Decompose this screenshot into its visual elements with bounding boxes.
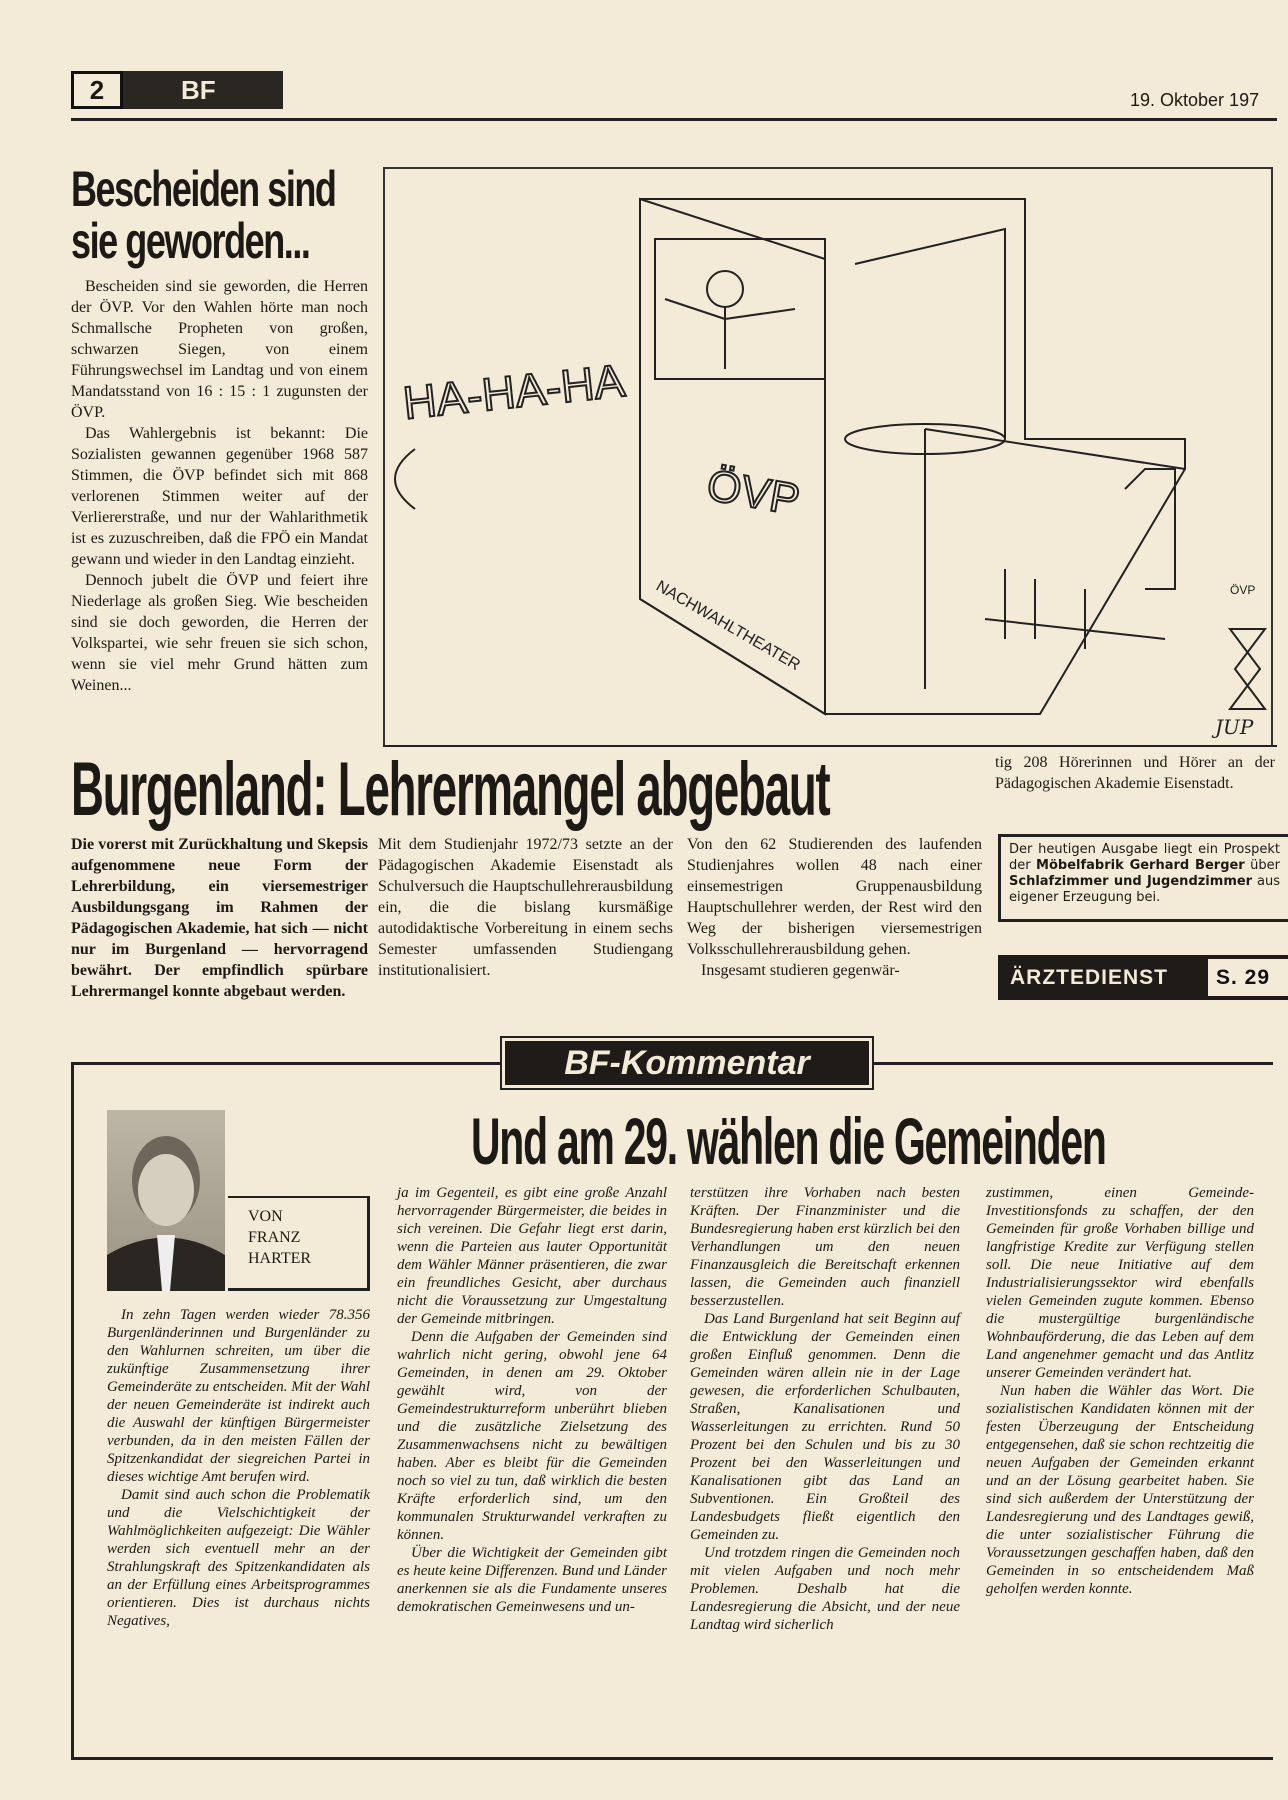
- cartoonist-signature: JUP: [1215, 715, 1254, 739]
- notice-text: aus eigener Erzeugung bei.: [1009, 874, 1280, 905]
- commentary-column: [690, 1184, 960, 1634]
- cartoon-drawing: [385, 169, 1275, 749]
- header-rule: [71, 118, 1277, 121]
- commentary-label: BF-Kommentar: [502, 1038, 872, 1088]
- byline-box: [228, 1196, 370, 1291]
- notice-text: Der heutigen Ausgabe liegt ein Prospekt der: [1009, 842, 1280, 873]
- notice-brand: Möbelfabrik Gerhard Berger: [1036, 858, 1245, 873]
- political-cartoon: [383, 167, 1273, 747]
- paragraph: In zehn Tagen werden wieder 78.356 Burgenländerinnen und Burgenländer zu den Wahlurnen schreiten, um über die zukünftige Zusammensetzung ihrer Gemeinderäte zu entscheiden. Mit der Wahl der neuen Gemeinderäte ist indirekt auch die Auswahl der künftigen Bürgermeister verbunden, da in den meisten Fällen der Spitzenkandidat der siegreichen Partei in dieses wichtige Amt berufen wird.: [107, 1307, 370, 1485]
- paragraph: Bescheiden sind sie geworden, die Herren der ÖVP. Vor den Wahlen hörte man noch Schmallsche Propheten von großen, schwarzen Siegen, von einem Führungswechsel im Landtag und von einem Mandatsstand von 16 : 15 : 1 zugunsten der ÖVP.: [71, 278, 368, 421]
- paragraph: Und trotzdem ringen die Gemeinden noch mit vielen Aufgaben und noch mehr Problemen. Deshalb hat die Landesregierung die Absicht, und der neue Landtag wird sicherlich: [690, 1545, 960, 1633]
- author-firstname: FRANZ: [248, 1229, 301, 1246]
- aerztedienst-banner: [998, 955, 1288, 1000]
- cartoon-sign-text: NACHWAHLTHEATER: [653, 577, 803, 675]
- paragraph: Von den 62 Studierenden des laufenden Studienjahres wollen 48 nach einer einsemestrigen Gruppenausbildung Hauptschullehrer werden, der Rest wird den Weg der bisherigen viersemestrigen Volksschullehrerausbildung gehen.: [687, 836, 982, 958]
- article-headline: Burgenland: Lehrermangel abgebaut: [71, 747, 830, 832]
- article-lead: Die vorerst mit Zurückhaltung und Skepsis aufgenommene neue Form der Lehrerbildung, ein viersemestriger Ausbildungsgang im Rahmen der Pädagogischen Akademie, hat sich — nicht nur im Burgenland — hervorragend bewährt. Der empfindlich spürbare Lehrermangel konnte abgebaut werden.: [71, 836, 368, 1000]
- paragraph: Denn die Aufgaben der Gemeinden sind wahrlich nicht gering, obwohl jene 64 Gemeinden, in denen am 29. Oktober gewählt wird, von der Gemeindestrukturreform unberührt blieben und die zusätzliche Zielsetzung des Zusammenwachsens nicht zu bewältigen haben. Aber es bleibt für die Gemeinden noch so viel zu tun, daß wirklich die besten Kräfte erforderlich sind, um den kommunalen Strukturwandel verkraften zu können.: [397, 1329, 667, 1543]
- paragraph: zustimmen, einen Gemeinde-Investitionsfonds zu schaffen, der den Gemeinden für große Vorhaben billige und langfristige Kredite zur Verfügung stellen soll. Die neue Initiative auf dem Industrialisierungssektor wird ebenfalls vielen Gemeinden zugute kommen. Ebenso die mustergültige burgenländische Wohnbauförderung, die das Leben auf dem Land angenehmer gemacht und das Antlitz unserer Gemeinden verändert hat.: [986, 1185, 1254, 1381]
- insert-notice: [998, 834, 1288, 922]
- paragraph: Insgesamt studieren gegenwär-: [701, 962, 900, 979]
- issue-date: 19. Oktober 197: [1130, 90, 1260, 110]
- page-reference: S. 29: [1208, 959, 1288, 996]
- page-number: 2: [71, 71, 123, 109]
- article-column: [687, 834, 982, 981]
- section-label: BF: [123, 71, 283, 109]
- commentary-column: [107, 1306, 370, 1630]
- commentary-column: [986, 1184, 1254, 1598]
- article-body: [71, 276, 368, 696]
- article-column: Mit dem Studienjahr 1972/73 setzte an der Pädagogischen Akademie Eisenstadt als Schulversuch die Hauptschullehrerausbildung ein, die die bislang kursmäßige autodidaktische Vorbereitung in einem sechs Semester umfassenden Studiengang institutionalisiert.: [378, 836, 673, 979]
- author-photo: [107, 1110, 225, 1291]
- paragraph: Das Wahlergebnis ist bekannt: Die Sozialisten gewannen gegenüber 1968 587 Stimmen, die ÖVP befindet sich mit 868 verlorenen Stimmen weiter auf der Verliererstraße, und nur der Wahlarithmetik ist es zuzuschreiben, daß die FPÖ ein Mandat gewann und wieder in den Landtag einzieht.: [71, 425, 368, 568]
- article-column: tig 208 Hörerinnen und Hörer an der Pädagogischen Akademie Eisenstadt.: [995, 754, 1275, 792]
- cartoon-party-text: ÖVP: [703, 460, 804, 525]
- paragraph: Über die Wichtigkeit der Gemeinden gibt es heute keine Differenzen. Bund und Länder anerkennen sie als die Fundamente unseres demokratischen Gemeinwesens und un-: [397, 1545, 667, 1615]
- article-headline: Bescheiden sind sie geworden...: [71, 161, 336, 269]
- paragraph: terstützen ihre Vorhaben nach besten Kräften. Der Finanzminister und die Bundesregierung haben erst kürzlich bei den Verhandlungen um den neuen Finanzausgleich die Bereitschaft erkennen lassen, die Gemeinden auch finanziell besserzustellen.: [690, 1185, 960, 1309]
- paragraph: Nun haben die Wähler das Wort. Die sozialistischen Kandidaten können mit der festen Überzeugung der Entscheidung entgegensehen, daß sie schon rechtzeitig die neuen Aufgaben der Gemeinden erkannt und an der Lösung gearbeitet haben. Sie sind sich außerdem der Unterstützung der Landesregierung und des Landtages gewiß, die unter sozialistischer Führung die Voraussetzungen geschaffen haben, daß den Gemeinden in so entscheidendem Maß geholfen werden konnte.: [986, 1383, 1254, 1597]
- paragraph: ja im Gegenteil, es gibt eine große Anzahl hervorragender Bürgermeister, die beides in sich vereinen. Die Gefahr liegt erst darin, wenn die Parteien aus lauter Opportunität dem Wähler Männer präsentieren, die zwar ein freundliches Gesicht, aber durchaus nicht die Voraussetzung zur Umgestaltung der Gemeinde mitbringen.: [397, 1185, 667, 1327]
- cartoon-hourglass-text: ÖVP: [1230, 583, 1256, 597]
- portrait-image: [107, 1110, 225, 1291]
- notice-text: über: [1244, 858, 1281, 873]
- author-lastname: HARTER: [248, 1250, 312, 1267]
- commentary-headline: Und am 29. wählen die Gemeinden: [471, 1104, 1106, 1178]
- cartoon-laugh-text: HA-HA-HA: [400, 353, 628, 429]
- paragraph: Dennoch jubelt die ÖVP und feiert ihre Niederlage als großen Sieg. Wie bescheiden sind sie doch geworden, die Herren der Volkspartei, wie sehr freuen sie sich schon, wenn sie viel mehr Grund hätten zum Weinen...: [71, 572, 368, 694]
- byline-text: VON: [248, 1208, 283, 1225]
- commentary-column: [397, 1184, 667, 1616]
- notice-product: Schlafzimmer und Jugendzimmer: [1009, 874, 1253, 889]
- paragraph: Damit sind auch schon die Problematik und die Vielschichtigkeit der Wahlmöglichkeiten aufgezeigt: Die Wähler werden sich eventuell mehr an der Strahlungskraft des Spitzenkandidaten als an der Erfüllung eines Arbeitsprogrammes orientieren. Dies ist durchaus nichts Negatives,: [107, 1487, 370, 1629]
- paragraph: Das Land Burgenland hat seit Beginn auf die Entwicklung der Gemeinden einen großen Einfluß genommen. Denn die Gemeinden wären allein nie in der Lage gewesen, die erforderlichen Schulbauten, Straßen, Kanalisationen und Wasserleitungen zu errichten. Rund 50 Prozent bei den Schulen und bis zu 30 Prozent bei den Wasserleitungen und Kanalisationen gibt das Land an Subventionen. Ein Großteil des Landesbudgets fließt eigentlich den Gemeinden zu.: [690, 1311, 960, 1543]
- banner-label: ÄRZTEDIENST: [1010, 966, 1168, 989]
